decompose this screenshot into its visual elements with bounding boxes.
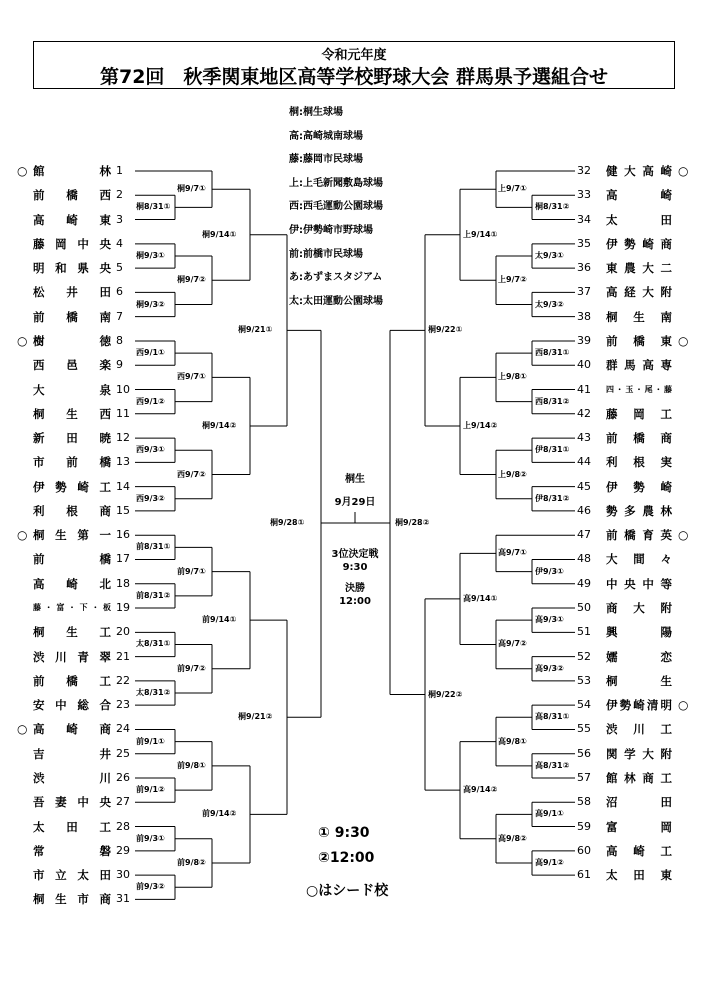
team-number: 15 <box>116 503 130 517</box>
team-number: 30 <box>116 868 130 882</box>
team-name: 館林 <box>33 164 111 178</box>
team-number: 32 <box>577 164 591 177</box>
team-name: 勢多農林 <box>606 503 672 518</box>
team-name: 興陽 <box>606 625 672 640</box>
match-label: 高9/14① <box>463 593 498 603</box>
venue-item: 桐:桐生球場 <box>289 107 343 118</box>
team-name: 安中総合 <box>33 698 111 713</box>
team-name: 渋川工 <box>606 722 672 737</box>
team-number: 45 <box>577 479 591 493</box>
seed-marker: ○ <box>17 722 28 737</box>
team-number: 12 <box>116 431 130 445</box>
team-number: 21 <box>116 649 130 663</box>
match-label: 西9/7① <box>177 372 206 382</box>
match-label: 前8/31① <box>136 542 171 552</box>
team-number: 54 <box>577 698 591 712</box>
seed-marker: ○ <box>678 528 689 543</box>
team-number: 16 <box>116 528 130 542</box>
team-number: 20 <box>116 625 130 639</box>
match-label: 西9/1② <box>136 396 165 406</box>
team-name: 高崎 <box>606 188 672 203</box>
team-number: 48 <box>577 552 591 566</box>
team-number: 38 <box>577 309 591 323</box>
team-number: 50 <box>577 601 591 615</box>
team-name: 嬬恋 <box>606 649 672 664</box>
venue-item: 藤:藤岡市民球場 <box>289 154 363 166</box>
team-name: 伊勢崎 <box>606 479 672 494</box>
match-label: 上9/8① <box>498 372 527 382</box>
team-number: 27 <box>116 795 130 809</box>
match-label: 西9/3② <box>136 493 165 503</box>
team-name: 伊勢崎清明 <box>606 698 672 713</box>
match-label: 高9/7② <box>498 639 527 649</box>
match-label: 太9/3② <box>535 299 564 309</box>
team-name: 利根実 <box>606 455 672 470</box>
venue-item: 上:上毛新聞敷島球場 <box>289 177 383 189</box>
team-name: 桐生南 <box>606 309 672 324</box>
team-name: 前橋東 <box>606 333 672 348</box>
match-label: 前9/3① <box>136 833 165 843</box>
team-number: 55 <box>577 722 591 736</box>
team-number: 18 <box>116 576 130 590</box>
match-label: 高9/1① <box>535 809 564 819</box>
team-name: 渋川青翠 <box>33 649 111 664</box>
team-number: 22 <box>116 673 130 687</box>
team-number: 25 <box>116 746 130 760</box>
team-number: 53 <box>577 673 591 687</box>
team-number: 58 <box>577 795 591 809</box>
team-number: 39 <box>577 333 591 347</box>
match-label: 桐8/31② <box>535 202 570 212</box>
team-number: 17 <box>116 552 130 566</box>
match-label: 桐9/21② <box>238 712 273 722</box>
team-name: 市立太田 <box>33 868 111 883</box>
team-name: 伊勢崎商 <box>606 236 672 251</box>
team-name: 新田暁 <box>33 431 111 446</box>
match-label: 西9/3① <box>136 445 165 455</box>
team-name: 高崎東 <box>33 212 111 227</box>
match-label: 上9/7① <box>498 184 527 194</box>
match-label: 高9/8② <box>498 833 527 843</box>
team-number: 37 <box>577 285 591 299</box>
team-number: 1 <box>116 164 123 177</box>
subtitle: 令和元年度 <box>321 48 387 63</box>
team-number: 41 <box>577 382 591 396</box>
team-number: 33 <box>577 188 591 202</box>
match-label: 西9/7② <box>177 469 206 479</box>
team-number: 57 <box>577 771 591 784</box>
team-number: 24 <box>116 722 130 736</box>
team-name: 西邑楽 <box>33 358 111 373</box>
team-name: 富岡 <box>606 819 672 834</box>
team-number: 4 <box>116 236 123 250</box>
match-label: 高9/8① <box>498 736 527 746</box>
team-number: 44 <box>577 455 591 469</box>
final-time: 12:00 <box>339 596 371 607</box>
seed-marker: ○ <box>17 528 28 543</box>
team-number: 36 <box>577 261 591 275</box>
match-label: 桐9/28① <box>270 518 305 527</box>
final-date: 9月29日 <box>334 497 376 508</box>
match-label: 前9/3② <box>136 882 165 892</box>
match-label: 桐9/28② <box>395 518 430 527</box>
seed-marker: ○ <box>678 698 689 713</box>
match-label: 高9/3② <box>535 663 564 673</box>
match-label: 高8/31② <box>535 760 570 770</box>
team-name: 常磐 <box>33 843 111 858</box>
match-label: 桐9/22① <box>428 325 463 335</box>
venue-item: 高:高崎城南球場 <box>289 130 363 142</box>
team-name: 沼田 <box>606 795 672 810</box>
team-name: 吾妻中央 <box>33 795 111 810</box>
team-name: 桐生市商 <box>33 892 111 907</box>
team-number: 8 <box>116 333 123 347</box>
team-name: 四・玉・尾・藤 <box>606 384 672 394</box>
team-number: 2 <box>116 188 123 202</box>
team-name: 太田工 <box>33 819 111 834</box>
team-name: 藤・富・下・板 <box>33 603 111 613</box>
team-number: 28 <box>116 819 130 833</box>
match-label: 前9/14② <box>202 809 237 819</box>
match-label: 高8/31① <box>535 712 570 722</box>
team-name: 桐生 <box>606 673 672 688</box>
match-label: 桐9/3① <box>136 250 165 260</box>
third-place-time: 9:30 <box>342 562 368 573</box>
team-number: 3 <box>116 212 123 226</box>
team-number: 7 <box>116 309 123 323</box>
match-label: 西9/1① <box>136 348 165 358</box>
match-label: 西8/31② <box>535 396 570 406</box>
team-name: 吉井 <box>33 746 111 761</box>
team-number: 42 <box>577 406 591 420</box>
match-label: 桐9/3② <box>136 299 165 309</box>
seed-marker: ○ <box>17 333 28 348</box>
team-name: 高崎北 <box>33 576 111 591</box>
team-name: 前橋商 <box>606 431 672 446</box>
team-name: 松井田 <box>33 285 111 300</box>
team-name: 利根商 <box>33 503 111 518</box>
team-name: 市前橋 <box>33 455 111 470</box>
team-name: 健大高崎 <box>606 164 672 178</box>
match-label: 前9/14① <box>202 615 237 625</box>
match-label: 上9/14② <box>463 420 498 430</box>
team-name: 群馬高専 <box>606 358 672 373</box>
match-label: 太8/31① <box>136 639 171 649</box>
match-label: 前9/1② <box>136 785 165 795</box>
match-label: 桐9/14① <box>202 229 237 239</box>
team-name: 中央中等 <box>606 576 672 591</box>
team-number: 35 <box>577 236 591 250</box>
match-label: 伊9/3① <box>535 566 564 576</box>
team-number: 60 <box>577 843 591 857</box>
team-number: 26 <box>116 771 130 784</box>
match-label: 前8/31② <box>136 590 171 600</box>
seed-marker: ○ <box>678 164 689 178</box>
team-name: 桐生西 <box>33 406 111 421</box>
team-name: 前橋西 <box>33 188 111 203</box>
team-number: 11 <box>116 406 130 420</box>
team-number: 10 <box>116 382 130 396</box>
team-name: 前橋工 <box>33 673 111 688</box>
team-number: 59 <box>577 819 591 833</box>
team-number: 29 <box>116 843 130 857</box>
page-title: 第72回 秋季関東地区高等学校野球大会 群馬県予選組合せ <box>99 66 609 88</box>
team-name: 高経大附 <box>606 285 672 300</box>
team-name: 藤岡中央 <box>33 236 111 251</box>
venue-item: 西:西毛運動公園球場 <box>289 201 383 213</box>
venue-item: 伊:伊勢崎市野球場 <box>289 225 373 236</box>
team-number: 9 <box>116 358 123 372</box>
team-number: 51 <box>577 625 591 639</box>
venue-item: あ:あずまスタジアム <box>289 272 383 284</box>
team-number: 43 <box>577 431 591 445</box>
team-number: 5 <box>116 261 123 275</box>
legend-seed-note: ○はシード校 <box>306 883 389 899</box>
match-label: 伊8/31② <box>535 493 570 503</box>
team-number: 49 <box>577 576 591 590</box>
legend-time-2: ②12:00 <box>318 850 375 866</box>
match-label: 高9/14② <box>463 785 498 795</box>
match-label: 太8/31② <box>136 688 171 698</box>
team-name: 東農大二 <box>606 261 672 276</box>
venue-item: 前:前橋市民球場 <box>289 248 363 260</box>
match-label: 桐9/14② <box>202 420 237 430</box>
seed-marker: ○ <box>17 164 28 178</box>
team-number: 31 <box>116 892 130 906</box>
team-name: 高崎商 <box>33 722 111 737</box>
match-label: 前9/7② <box>177 663 206 673</box>
team-name: 桐生第一 <box>33 528 111 543</box>
team-name: 藤岡工 <box>606 406 672 421</box>
match-label: 桐9/7② <box>177 275 206 285</box>
team-name: 大泉 <box>33 382 111 397</box>
final-venue: 桐生 <box>345 474 365 485</box>
team-number: 14 <box>116 479 130 493</box>
match-label: 伊8/31① <box>535 445 570 455</box>
team-name: 前橋南 <box>33 309 111 324</box>
third-place-label: 3位決定戦 <box>331 549 379 560</box>
team-name: 樹徳 <box>33 333 111 348</box>
team-name: 渋川 <box>33 771 111 785</box>
match-label: 西8/31① <box>535 348 570 358</box>
match-label: 高9/7① <box>498 548 527 558</box>
match-label: 上9/7② <box>498 275 527 285</box>
team-name: 太田 <box>606 212 672 227</box>
team-name: 明和県央 <box>33 261 111 276</box>
match-label: 太9/3① <box>535 250 564 260</box>
team-number: 52 <box>577 649 591 663</box>
team-number: 46 <box>577 503 591 517</box>
team-number: 13 <box>116 455 130 469</box>
venue-item: 太:太田運動公園球場 <box>289 295 383 307</box>
final-label: 決勝 <box>345 583 365 594</box>
team-number: 56 <box>577 746 591 760</box>
team-name: 前橋育英 <box>606 528 672 543</box>
team-name: 桐生工 <box>33 625 111 640</box>
team-name: 高崎工 <box>606 843 672 858</box>
team-number: 19 <box>116 601 130 615</box>
seed-marker: ○ <box>678 333 689 348</box>
team-number: 47 <box>577 528 591 542</box>
match-label: 前9/7① <box>177 566 206 576</box>
team-number: 40 <box>577 358 591 372</box>
match-label: 上9/14① <box>463 229 498 239</box>
team-name: 商大附 <box>606 601 672 616</box>
team-number: 61 <box>577 868 591 882</box>
team-number: 34 <box>577 212 591 226</box>
match-label: 高9/3① <box>535 615 564 625</box>
match-label: 前9/1① <box>136 736 165 746</box>
match-label: 桐9/7① <box>177 184 206 194</box>
team-name: 関学大附 <box>606 746 672 761</box>
team-number: 23 <box>116 698 130 712</box>
team-name: 館林商工 <box>606 771 672 785</box>
team-number: 6 <box>116 285 123 299</box>
match-label: 高9/1② <box>535 857 564 867</box>
match-label: 上9/8② <box>498 469 527 479</box>
match-label: 桐9/21① <box>238 325 273 335</box>
match-label: 前9/8① <box>177 760 206 770</box>
match-label: 桐9/22② <box>428 689 463 699</box>
team-name: 前橋 <box>33 552 111 567</box>
match-label: 桐8/31① <box>136 202 171 212</box>
match-label: 前9/8② <box>177 857 206 867</box>
team-name: 大間々 <box>606 552 672 567</box>
team-name: 伊勢崎工 <box>33 479 111 494</box>
team-name: 太田東 <box>606 868 672 883</box>
legend-time-1: ① 9:30 <box>318 825 370 841</box>
